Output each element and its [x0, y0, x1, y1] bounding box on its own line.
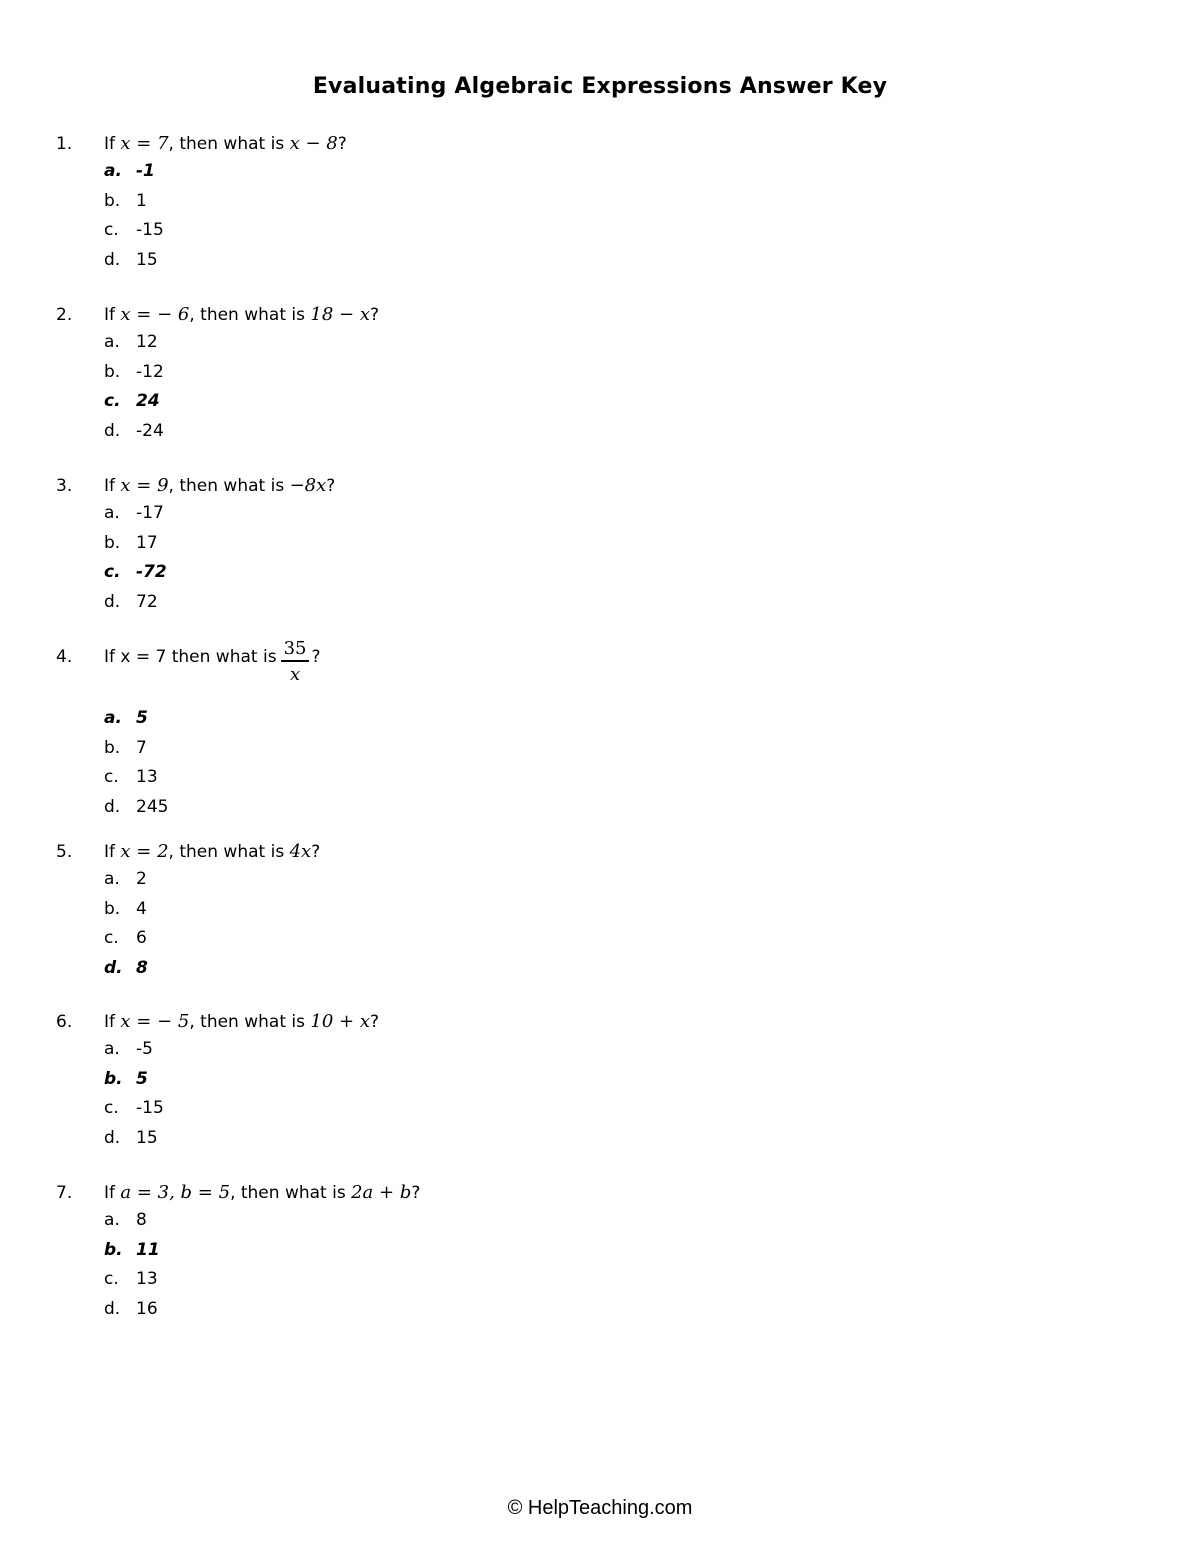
answer-options: [104, 1035, 404, 1153]
answer-option-a: a. 8: [104, 1210, 147, 1230]
given-expression: x = 7: [120, 133, 169, 154]
given-expression: a = 3, b = 5: [120, 1182, 231, 1203]
question-text: If x = 7, then what is x − 8?: [104, 133, 347, 154]
question-2: [56, 302, 956, 441]
question-7: [56, 1180, 956, 1319]
answer-option-c: c. -15: [104, 220, 164, 241]
answer-option-a: a. -17: [104, 503, 164, 523]
answer-option-b: b. 5: [104, 1068, 148, 1089]
answer-option-b: b. 17: [104, 532, 158, 553]
answer-option-d: d. 245: [104, 796, 169, 817]
answer-option-c: c. -15: [104, 1098, 164, 1119]
answer-options: [104, 704, 404, 822]
question-number: 3.: [56, 476, 73, 496]
answer-option-c: c. -72: [104, 562, 167, 583]
answer-option-b: b. -12: [104, 361, 164, 382]
question-text: If x = − 5, then what is 10 + x?: [104, 1011, 380, 1032]
answer-option-b: b. 11: [104, 1239, 160, 1260]
answer-option-a: a. 5: [104, 708, 148, 728]
answer-option-d: d. 15: [104, 1127, 158, 1148]
question-number: 6.: [56, 1012, 73, 1032]
answer-option-a: a. 2: [104, 869, 147, 889]
target-expression: 2a + b: [351, 1182, 412, 1203]
fraction: [281, 638, 310, 688]
question-number: 7.: [56, 1183, 73, 1203]
answer-options: [104, 499, 404, 617]
answer-option-d: d. 8: [104, 957, 148, 978]
question-text: If x = 9, then what is −8x?: [104, 475, 336, 496]
given-expression: x = 9: [120, 475, 169, 496]
answer-options: [104, 157, 404, 275]
question-number: 5.: [56, 842, 73, 862]
question-text: If x = 2, then what is 4x?: [104, 841, 321, 862]
question-text: If x = 7 then what is $\frac{35}{x}$ ?: [104, 644, 321, 688]
target-expression: x − 8: [289, 133, 338, 154]
question-number: 1.: [56, 134, 73, 154]
answer-option-a: a. -5: [104, 1039, 153, 1059]
page-title: Evaluating Algebraic Expressions Answer Key: [312, 74, 888, 99]
answer-option-c: c. 24: [104, 391, 160, 412]
target-expression: 10 + x: [310, 1011, 370, 1032]
question-text: If a = 3, b = 5, then what is 2a + b?: [104, 1182, 421, 1203]
answer-option-d: d. 16: [104, 1298, 158, 1319]
answer-option-c: c. 13: [104, 1269, 158, 1290]
answer-option-c: c. 6: [104, 928, 147, 949]
answer-option-a: a. 12: [104, 332, 158, 352]
question-3: [56, 473, 956, 612]
target-expression: −8x: [289, 475, 327, 496]
question-1: [56, 131, 956, 270]
answer-option-c: c. 13: [104, 767, 158, 788]
fraction-numerator: 35: [281, 638, 310, 662]
answer-option-b: b. 4: [104, 898, 147, 919]
answer-option-b: b. 1: [104, 190, 147, 211]
answer-option-b: b. 7: [104, 737, 147, 758]
answer-options: [104, 1206, 404, 1324]
answer-options: [104, 328, 404, 446]
copyright-footer: © HelpTeaching.com: [507, 1497, 693, 1519]
given-expression: x = − 5: [120, 1011, 190, 1032]
fraction-denominator: x: [289, 664, 301, 685]
question-5: [56, 839, 956, 978]
target-expression: 18 − x: [310, 304, 370, 325]
answer-option-d: d. 72: [104, 591, 158, 612]
question-text: If x = − 6, then what is 18 − x?: [104, 304, 380, 325]
answer-options: [104, 865, 404, 983]
question-number: 2.: [56, 305, 73, 325]
answer-option-a: a. -1: [104, 161, 155, 181]
question-4: [56, 638, 956, 817]
given-expression: x = 2: [120, 841, 169, 862]
answer-option-d: d. 15: [104, 249, 158, 270]
question-number: 4.: [56, 647, 73, 667]
given-expression: x = − 6: [120, 304, 190, 325]
answer-option-d: d. -24: [104, 420, 164, 441]
question-6: [56, 1009, 956, 1148]
target-expression: 4x: [289, 841, 312, 862]
